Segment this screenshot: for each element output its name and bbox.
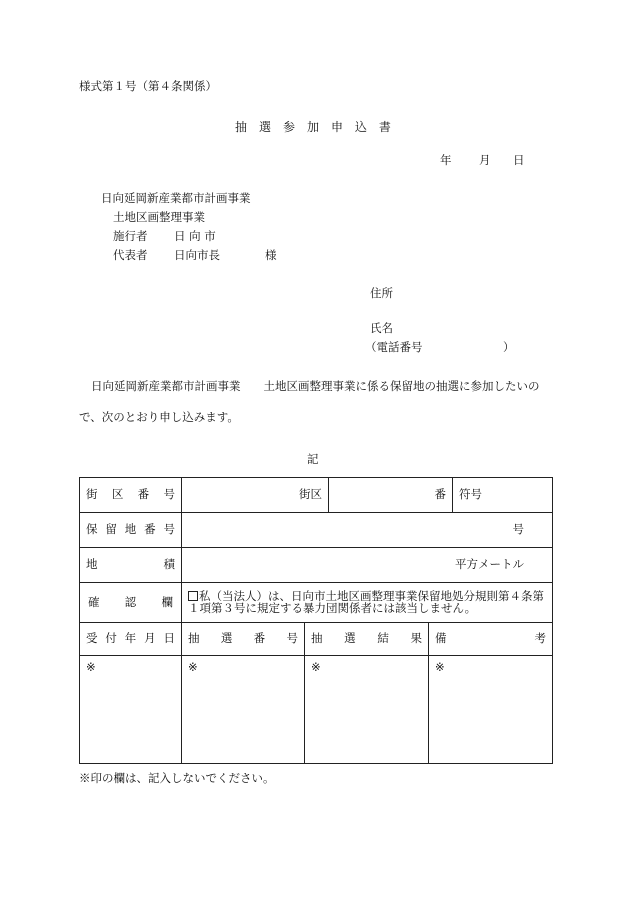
application-text-line2: で、次のとおり申し込みます。 (79, 410, 239, 424)
spaced-char: 年 (124, 631, 137, 646)
spaced-char: 積 (163, 557, 175, 572)
office-only-mark: ※ (435, 660, 445, 674)
confirmation-text: 私（当法人）は、日向市土地区画整理事業保留地処分規則第４条第１項第３号に規定する暴力団関係者には該当しません。 (188, 589, 544, 615)
spaced-char: 結 (377, 631, 389, 646)
remarks-cell (429, 656, 553, 764)
number-cell[interactable] (329, 478, 453, 513)
office-entry-row (80, 656, 553, 764)
spaced-char: 選 (220, 631, 233, 646)
spaced-char: 果 (410, 631, 422, 646)
spaced-char: 号 (286, 631, 298, 646)
lot-unit: 号 (512, 522, 524, 537)
spaced-char: 選 (344, 631, 356, 646)
lot-number-row (80, 513, 553, 548)
lottery-result-header (305, 623, 429, 656)
address-label: 住所 (370, 286, 393, 300)
spaced-char: 番 (137, 487, 150, 502)
spaced-char: 認 (124, 594, 137, 609)
spaced-char: 備 (435, 631, 447, 646)
lot-number-label (80, 513, 182, 548)
number-unit: 番 (434, 487, 446, 502)
confirmation-label (80, 583, 182, 623)
confirmation-row (80, 583, 553, 623)
spaced-char: 抽 (188, 631, 200, 646)
receipt-date-header (80, 623, 182, 656)
spaced-char: 地 (86, 557, 98, 572)
form-title (235, 121, 391, 133)
spaced-char: 参 (282, 120, 295, 134)
block-number-row (80, 478, 553, 513)
lottery-number-cell (182, 656, 305, 764)
spaced-char: 番 (144, 522, 156, 537)
date-year: 年 (440, 153, 452, 167)
spaced-char: 抽 (235, 120, 248, 134)
lottery-number-header (182, 623, 305, 656)
spaced-char: 加 (306, 120, 319, 134)
spaced-char: 欄 (161, 594, 173, 609)
representative-label: 代表者 (113, 248, 148, 262)
confirmation-cell[interactable] (182, 583, 553, 623)
spaced-char: 街 (86, 487, 98, 502)
phone-label: （電話番号 (365, 340, 423, 354)
date-day: 日 (513, 153, 525, 167)
spaced-char: 番 (253, 631, 266, 646)
area-row (80, 548, 553, 583)
spaced-char: 受 (86, 631, 98, 646)
phone-close: ） (503, 340, 515, 354)
remarks-header (429, 623, 553, 656)
date-month: 月 (479, 153, 491, 167)
spaced-char: 込 (354, 120, 367, 134)
symbol-cell[interactable] (453, 478, 553, 513)
application-text-line1: 日向延岡新産業都市計画事業 土地区画整理事業に係る保留地の抽選に参加したいの (91, 379, 540, 393)
lot-number-cell[interactable] (182, 513, 553, 548)
spaced-char: 選 (258, 120, 271, 134)
application-table (79, 477, 553, 764)
block-number-label (80, 478, 182, 513)
project-name: 日向延岡新産業都市計画事業 (101, 191, 251, 205)
area-unit: 平方メートル (455, 557, 524, 572)
honorific: 様 (265, 248, 277, 262)
receipt-date-cell (80, 656, 182, 764)
spaced-char: 区 (111, 487, 124, 502)
lottery-result-cell (305, 656, 429, 764)
project-subname: 土地区画整理事業 (113, 210, 205, 224)
spaced-char: 号 (163, 522, 175, 537)
spaced-char: 保 (86, 522, 98, 537)
area-label (80, 548, 182, 583)
office-only-mark: ※ (188, 660, 198, 674)
spaced-char: 日 (163, 631, 175, 646)
spaced-char: 申 (330, 120, 343, 134)
office-only-mark: ※ (311, 660, 321, 674)
area-cell[interactable] (182, 548, 553, 583)
representative-value: 日向市長 (174, 248, 220, 262)
operator-value: 日 向 市 (174, 229, 216, 243)
spaced-char: 抽 (311, 631, 323, 646)
spaced-char: 確 (88, 594, 100, 609)
block-unit: 街区 (299, 487, 322, 502)
spaced-char: 付 (105, 631, 117, 646)
operator-label: 施行者 (113, 229, 148, 243)
confirmation-checkbox[interactable] (188, 591, 198, 601)
spaced-char: 月 (144, 631, 156, 646)
spaced-char: 号 (163, 487, 175, 502)
spaced-char: 書 (378, 120, 391, 134)
spaced-char: 考 (534, 631, 546, 646)
form-number: 様式第１号（第４条関係） (79, 79, 217, 93)
block-cell[interactable] (182, 478, 329, 513)
footer-note: ※印の欄は、記入しないでください。 (79, 771, 275, 785)
symbol-label: 符号 (459, 487, 482, 502)
ki-heading: 記 (307, 452, 319, 466)
name-label: 氏名 (370, 321, 393, 335)
spaced-char: 留 (105, 522, 117, 537)
office-only-mark: ※ (86, 660, 96, 674)
office-header-row (80, 623, 553, 656)
spaced-char: 地 (124, 522, 137, 537)
